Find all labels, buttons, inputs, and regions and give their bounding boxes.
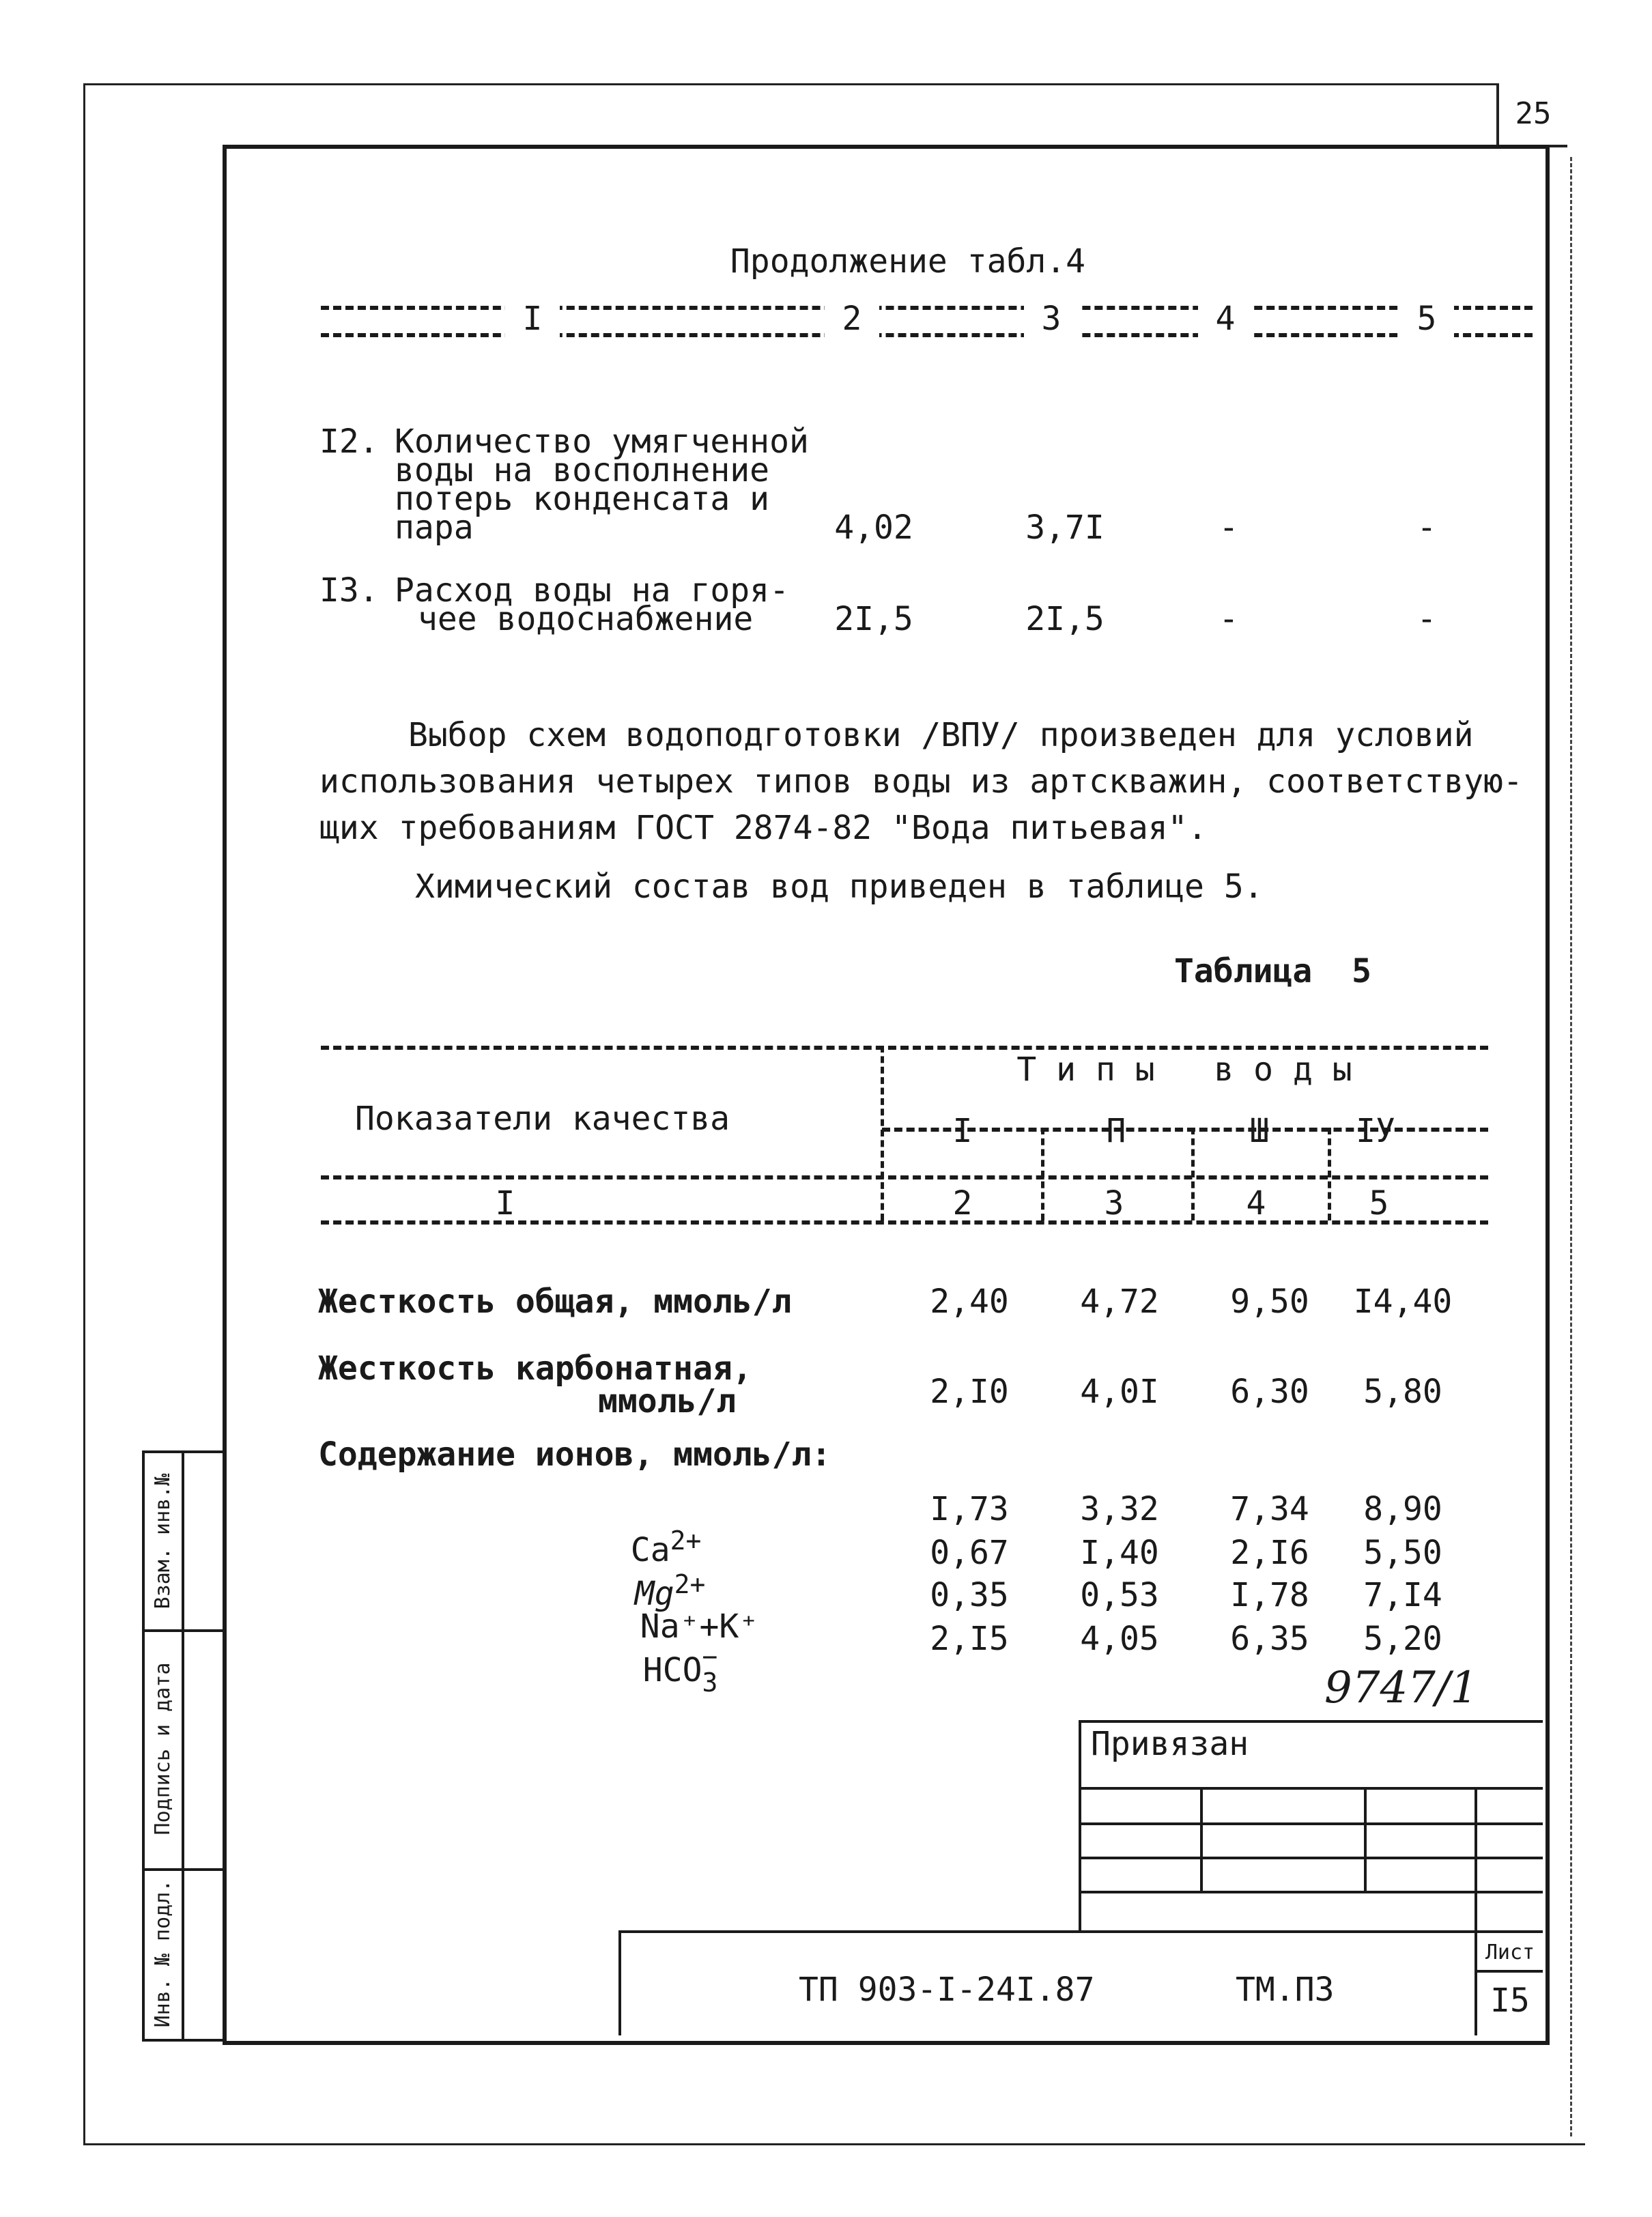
ion-nak-val-3: I,78	[1230, 1576, 1309, 1614]
table4-header-rule-top	[321, 306, 1533, 310]
table4-row-12-num: I2.	[319, 423, 379, 461]
table4-row-13-num: I3.	[319, 571, 379, 610]
table5-row-2-val-3: 6,30	[1230, 1373, 1309, 1411]
table5-row-1-val-3: 9,50	[1230, 1283, 1309, 1321]
table4-row-12-line-2: воды на восполнение	[395, 451, 770, 489]
table5-vline-1	[881, 1046, 884, 1220]
outer-frame-bottom	[83, 2143, 1585, 2145]
table5-num-3: 3	[1104, 1184, 1124, 1222]
ion-mg-base: Mg	[634, 1575, 674, 1613]
table5-row-1-label: Жесткость общая, ммоль/л	[318, 1283, 792, 1321]
continuation-title: Продолжение табл.4	[730, 242, 1086, 281]
table5-rule-3	[321, 1175, 1488, 1179]
table5-title: Таблица 5	[1174, 952, 1371, 990]
table4-row-13-line-1: Расход воды на горя-	[395, 571, 789, 610]
ion-mg-val-3: 2,I6	[1230, 1534, 1309, 1572]
stamp-vline-3	[1475, 1787, 1477, 1933]
table4-col-2-header: 2	[825, 300, 879, 337]
ion-hco3-val-4: 5,20	[1363, 1620, 1442, 1658]
ion-nak-val-4: 7,I4	[1363, 1576, 1442, 1614]
table5-group-header: Т и п ы в о д ы	[1016, 1050, 1352, 1089]
table5-type-3: Ш	[1249, 1112, 1270, 1150]
ion-hco3-val-3: 6,35	[1230, 1620, 1309, 1658]
table5-col1-header: Показатели качества	[355, 1100, 730, 1138]
ion-mg-val-1: 0,67	[930, 1534, 1009, 1572]
ion-nak-val-2: 0,53	[1080, 1576, 1159, 1614]
title-block-sheet-hline	[1475, 1970, 1543, 1973]
table5-row-2-val-4: 5,80	[1363, 1373, 1442, 1411]
table4-row-13-val-2: 2I,5	[1025, 600, 1105, 638]
table4-row-12-line-3: потерь конденсата и	[395, 480, 770, 518]
binding-stamp-label: Привязан	[1091, 1725, 1249, 1763]
ion-hco3-val-1: 2,I5	[930, 1620, 1009, 1658]
ion-ca-base: Ca	[630, 1531, 670, 1569]
ion-hco3-script	[702, 1642, 723, 1698]
ion-nak-val-1: 0,35	[930, 1576, 1009, 1614]
table4-row-13-val-1: 2I,5	[834, 600, 913, 638]
table5-num-4: 4	[1246, 1184, 1266, 1222]
outer-frame-right	[1570, 157, 1572, 2136]
stamp-hline-3	[1081, 1857, 1543, 1859]
stamp-hline-1	[1081, 1787, 1543, 1790]
table5-type-2: П	[1106, 1112, 1126, 1150]
paragraph1-line-2: использования четырех типов воды из артскважин, соответствую-	[319, 762, 1523, 801]
paragraph1-line-3: щих требованиям ГОСТ 2874-82 "Вода питьевая".	[319, 809, 1208, 847]
binding-stamp	[1079, 1720, 1543, 1933]
table4-col-3-header: 3	[1024, 300, 1079, 337]
table4-col-1-header: I	[505, 300, 560, 337]
table5-row-1-val-1: 2,40	[930, 1283, 1009, 1321]
stamp-vline-2	[1364, 1787, 1367, 1891]
table5-row-2-label-unit: ммоль/л	[598, 1382, 737, 1420]
table4-row-12-val-3: -	[1219, 509, 1239, 547]
table5-type-4: IУ	[1356, 1112, 1395, 1150]
table4-header-rule-bottom	[321, 333, 1533, 337]
stamp-vline-1	[1200, 1787, 1203, 1891]
ion-mg-sup: 2+	[674, 1569, 706, 1599]
table4-col-4-header: 4	[1198, 300, 1253, 337]
handwritten-number: 9747/1	[1324, 1663, 1479, 1713]
table5-row-2-val-2: 4,0I	[1080, 1373, 1159, 1411]
paragraph1-line-1: Выбор схем водоподготовки /ВПУ/ произведен для условий	[408, 716, 1474, 754]
page-number-box	[1496, 83, 1567, 147]
ion-mg-val-4: 5,50	[1363, 1534, 1442, 1572]
title-block-doc: ТМ.ПЗ	[1236, 1971, 1335, 2009]
table5-rule-1	[321, 1046, 1488, 1050]
ion-ca-sup: 2+	[670, 1526, 702, 1556]
stamp-hline-4	[1081, 1891, 1543, 1893]
ion-hco3-sub: 3	[702, 1668, 718, 1698]
title-block-code: ТП 903-I-24I.87	[799, 1971, 1095, 2009]
table5-type-1: I	[952, 1112, 973, 1150]
side-label-signature-date: Подпись и дата	[151, 1662, 175, 1835]
title-block	[618, 1930, 1543, 2035]
table4-row-12-val-2: 3,7I	[1025, 509, 1105, 547]
table4-col-5-header: 5	[1399, 300, 1454, 337]
ion-ca-val-1: I,73	[930, 1490, 1009, 1528]
outer-frame-top	[83, 83, 1496, 85]
ion-hco3-val-2: 4,05	[1080, 1620, 1159, 1658]
ion-ca-val-4: 8,90	[1363, 1490, 1442, 1528]
side-label-replace-inv: Взам. инв.№	[151, 1473, 175, 1610]
table4-row-12-line-4: пара	[395, 509, 474, 547]
ion-nak-base: Na⁺+K⁺	[640, 1607, 759, 1646]
title-block-sheet-label: Лист	[1485, 1941, 1535, 1964]
stamp-hline-2	[1081, 1822, 1543, 1825]
page-number: 25	[1515, 96, 1552, 131]
ion-hco3-base: HCO	[642, 1651, 702, 1689]
ion-ca-val-2: 3,32	[1080, 1490, 1159, 1528]
ion-hco3-label	[603, 1615, 723, 1698]
table5-num-2: 2	[952, 1184, 973, 1222]
table4-row-13-val-4: -	[1416, 600, 1437, 638]
table4-row-12-val-1: 4,02	[834, 509, 913, 547]
title-block-sheet-number: I5	[1490, 1982, 1530, 2020]
table5-row-1-val-4: I4,40	[1353, 1283, 1453, 1321]
table5-num-1: I	[495, 1184, 515, 1222]
table4-row-12-line-1: Количество умягченной	[395, 423, 809, 461]
ion-mg-val-2: I,40	[1080, 1534, 1159, 1572]
side-stamp	[142, 1450, 225, 2042]
table4-row-12-val-4: -	[1416, 509, 1437, 547]
table5-row-2-label: Жесткость карбонатная,	[318, 1349, 752, 1388]
table5-row-1-val-2: 4,72	[1080, 1283, 1159, 1321]
outer-frame-left	[83, 83, 85, 2145]
paragraph2: Химический состав вод приведен в таблице 5.	[415, 868, 1264, 906]
table5-num-5: 5	[1369, 1184, 1389, 1222]
side-col-divider	[182, 1453, 184, 2039]
side-label-original-inv: Инв. № подл.	[151, 1879, 175, 2028]
table5-row-2-val-1: 2,I0	[930, 1373, 1009, 1411]
table4-row-13-val-3: -	[1219, 600, 1239, 638]
ion-ca-val-3: 7,34	[1230, 1490, 1309, 1528]
table5-row-3-label: Содержание ионов, ммоль/л:	[318, 1435, 831, 1474]
ion-hco3-sup: −	[702, 1642, 718, 1672]
table4-row-13-line-2: чее водоснабжение	[418, 600, 754, 638]
